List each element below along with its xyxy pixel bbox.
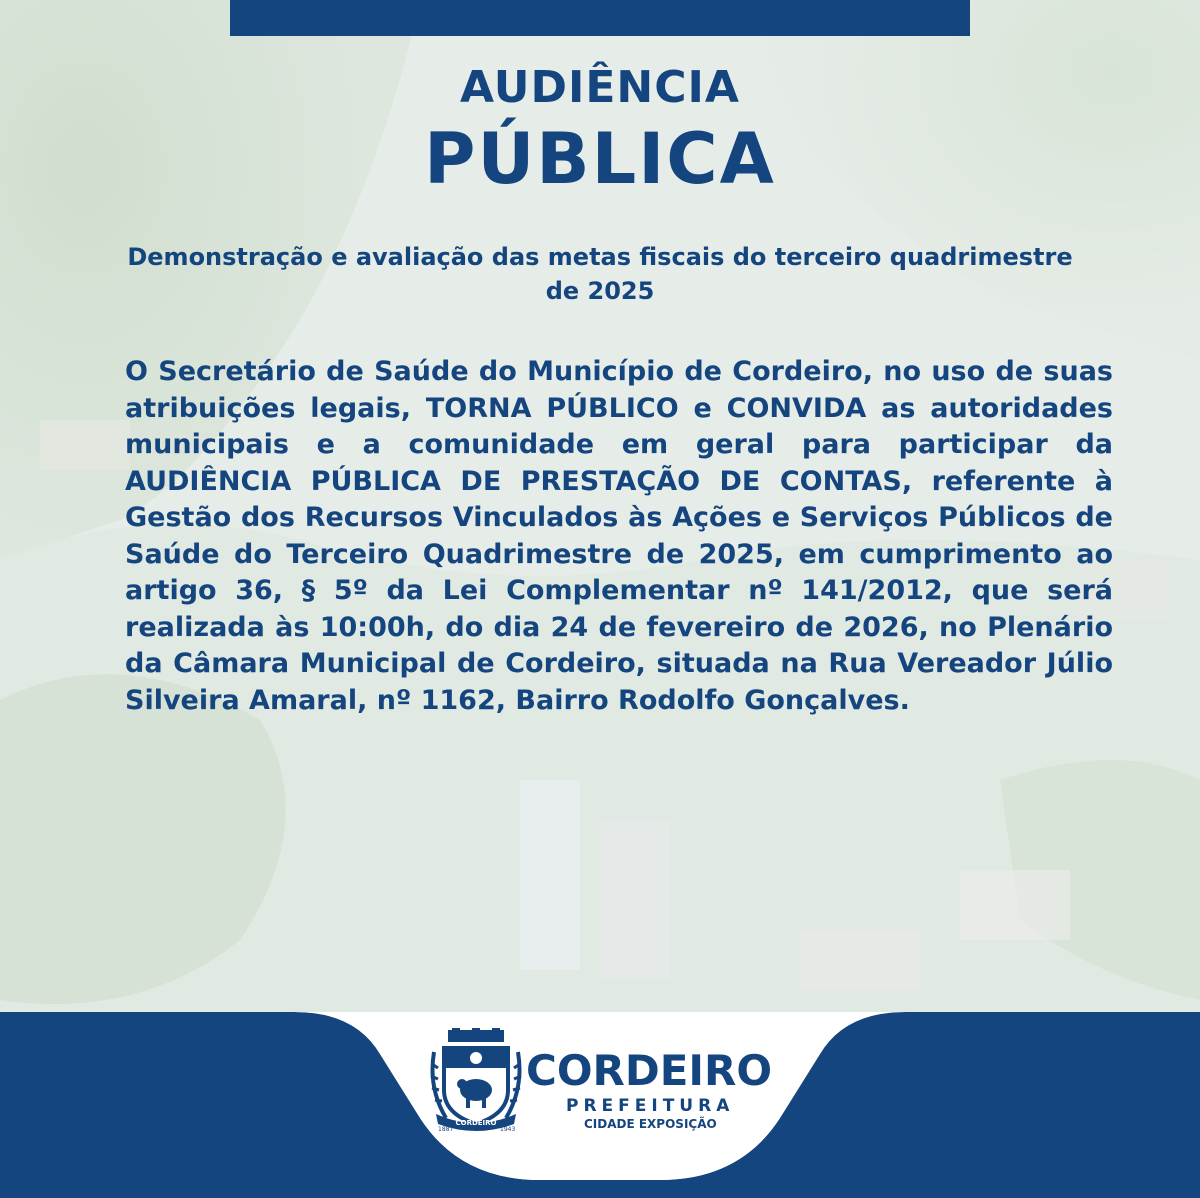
title-line-2: PÚBLICA [424,118,776,200]
logo-subtitle: PREFEITURA [566,1096,735,1116]
crest-year-left: 1887 [438,1126,454,1132]
title-line-1: AUDIÊNCIA [460,62,740,113]
subtitle: Demonstração e avaliação das metas fiscais do terceiro quadrimestre de 2025 [127,243,1073,305]
city-crest-icon [426,1028,526,1132]
crest-banner-text: CORDEIRO [455,1119,497,1127]
top-accent-bar [230,0,970,36]
announcement-text: O Secretário de Saúde do Município de Cordeiro, no uso de suas atribuições legais, TORNA PÚBLICO e CONVIDA as autoridades municipais e a comunidade em geral para participar da AUDIÊNCIA PÚBLICA DE PRESTAÇÃO DE CONTAS, referente à Gestão dos Recursos Vinculados às Ações e Serviços Públicos de Saúde do Terceiro Quadrimestre de 2025, em cumprimento ao artigo 36, § 5º da Lei Complementar nº 141/2012, que será realizada às 10:00h, do dia 24 de fevereiro de 2026, no Plenário da Câmara Municipal de Cordeiro, situada na Rua Vereador Júlio Silveira Amaral, nº 1162, Bairro Rodolfo Gonçalves. [125,356,1113,716]
crest-year-right: 1943 [500,1126,516,1132]
logo-city-name: CORDEIRO [526,1046,773,1095]
logo-tagline: CIDADE EXPOSIÇÃO [584,1117,717,1131]
prefeitura-logo [426,1028,773,1138]
